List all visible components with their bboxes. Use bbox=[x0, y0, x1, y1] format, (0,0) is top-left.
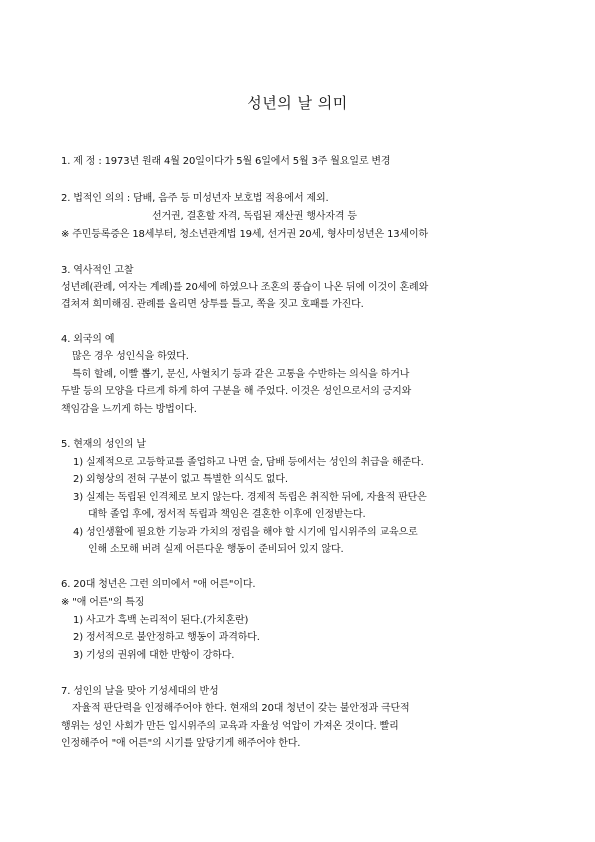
section-6-list-item: 3) 기성의 권위에 대한 반항이 강하다. bbox=[73, 650, 235, 661]
section-5-list-item: 1) 실제적으로 고등학교를 졸업하고 나면 술, 담배 등에서는 성인의 취급을 해준다. bbox=[73, 457, 424, 468]
section-4-heading: 4. 외국의 예 bbox=[61, 334, 115, 345]
section-5-list-item: 3) 실제는 독립된 인격체로 보지 않는다. 경제적 독립은 취직한 뒤에, 자율적 판단은 bbox=[73, 492, 427, 503]
section-2-continuation-line: 선거권, 결혼할 자격, 독립된 재산권 행사자격 등 bbox=[152, 211, 357, 222]
section-3-paragraph-line: 겹쳐져 희미해짐. 관례를 올리면 상투를 틀고, 쪽을 짓고 호패를 가진다. bbox=[61, 299, 364, 310]
section-5-heading: 5. 현재의 성인의 날 bbox=[61, 439, 146, 450]
page-title: 성년의 날 의미 bbox=[247, 94, 348, 112]
section-6-heading: 6. 20대 청년은 그런 의미에서 "애 어른"이다. bbox=[61, 579, 256, 590]
section-2-heading-line: 2. 법적인 의의 : 담배, 음주 등 미성년자 보호법 적용에서 제외. bbox=[61, 193, 329, 204]
section-4-paragraph-line: 많은 경우 성인식을 하였다. bbox=[72, 351, 189, 362]
section-7-paragraph-line: 인정해주어 "애 어른"의 시기를 앞당기게 해주어야 한다. bbox=[61, 738, 301, 749]
section-7-paragraph-line: 행위는 성인 사회가 만든 입시위주의 교육과 자율성 억압이 가져온 것이다. 빨리 bbox=[61, 721, 399, 732]
section-4-paragraph-line: 두발 등의 모양을 다르게 하게 하여 구분을 해 주었다. 이것은 성인으로서의 긍지와 bbox=[61, 386, 412, 397]
section-6-list-item: 2) 정서적으로 불안정하고 행동이 과격하다. bbox=[73, 632, 260, 643]
section-4-paragraph-line: 특히 할례, 이빨 뽑기, 문신, 사혈치기 등과 같은 고통을 수반하는 의식을 하거나 bbox=[72, 369, 410, 380]
section-6-list-item: 1) 사고가 흑백 논리적이 된다.(가치혼란) bbox=[73, 615, 249, 626]
section-5-list-item: 2) 외형상의 전혀 구분이 없고 특별한 의식도 없다. bbox=[73, 474, 288, 485]
section-3-paragraph-line: 성년례(관례, 여자는 계례)를 20세에 하였으나 조혼의 풍습이 나온 뒤에 이것이 혼례와 bbox=[61, 282, 429, 293]
section-6-note: ※ "애 어른"의 특징 bbox=[61, 597, 145, 608]
section-5-list-item: 4) 성인생활에 필요한 기능과 가치의 정립을 해야 할 시기에 입시위주의 교육으로 bbox=[73, 527, 418, 538]
section-3-heading: 3. 역사적인 고찰 bbox=[61, 265, 134, 276]
section-2-note: ※ 주민등록증은 18세부터, 청소년관계법 19세, 선거권 20세, 형사미성년은 13세이하 bbox=[61, 229, 429, 240]
section-7-paragraph-line: 자율적 판단력을 인정해주어야 한다. 현재의 20대 청년이 갖는 불안정과 극단적 bbox=[72, 703, 410, 714]
section-7-heading: 7. 성인의 날을 맞아 기성세대의 반성 bbox=[61, 686, 219, 697]
section-5-list-item-continuation: 인해 소모해 버려 실제 어른다운 행동이 준비되어 있지 않다. bbox=[88, 544, 344, 555]
section-1-line: 1. 제 정 : 1973년 원래 4월 20일이다가 5월 6일에서 5월 3주 월요일로 변경 bbox=[61, 156, 391, 167]
section-5-list-item-continuation: 대학 졸업 후에, 정서적 독립과 책임은 결혼한 이후에 인정받는다. bbox=[88, 509, 366, 520]
section-4-paragraph-line: 책임감을 느끼게 하는 방법이다. bbox=[61, 404, 197, 415]
